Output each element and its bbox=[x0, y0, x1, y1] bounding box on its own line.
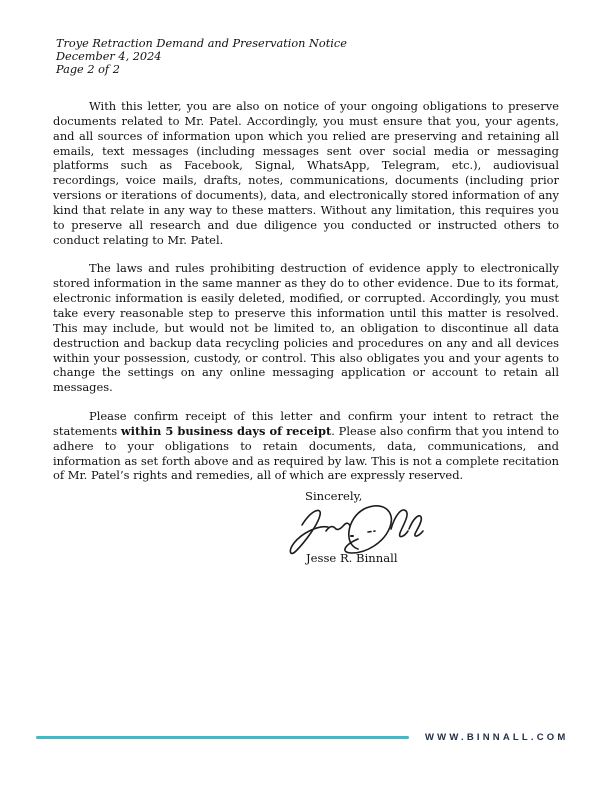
deadline-phrase: within 5 business days of receipt bbox=[120, 423, 332, 438]
paragraph-preservation-obligations: With this letter, you are also on notice of your ongoing obligations to preserve documents related to Mr. Patel. Accordingly, you must ensure that you, your agents, and all sources of information upon which you relied are preserving and retaining all emails, text messages (including messages sent over social media or messaging platforms such as Facebook, Signal, WhatsApp, Telegram, etc.), audiovisual recordings, voice mails, drafts, notes, communications, documents (including prior versions or iterations of documents), data, and electronically stored information of any kind that relate in any way to these matters. Without any limitation, this requires you to preserve all research and due diligence you conducted or instructed others to conduct relating to Mr. Patel. bbox=[53, 99, 559, 247]
paragraph3-text-after: . Please also confirm that you intend to adhere to your obligations to retain documents, data, communications, and information as set forth above and as required by law. This is not a complete recitation of Mr. Patel’s rights and remedies, all of which are expressly reserved. bbox=[53, 423, 559, 483]
page-number: Page 2 of 2 bbox=[56, 62, 120, 76]
page-footer bbox=[0, 727, 612, 747]
footer-website: WWW.BINNALL.COM bbox=[425, 731, 569, 743]
footer-accent-rule bbox=[36, 736, 409, 739]
paragraph3-text-before: Please confirm receipt of this letter and confirm your intent to retract the statements bbox=[53, 409, 559, 438]
paragraph-confirm-receipt bbox=[53, 409, 559, 483]
signature-image bbox=[288, 501, 428, 557]
paragraph-evidence-destruction: The laws and rules prohibiting destruction of evidence apply to electronically stored information in the same manner as they do to other evidence. Due to its format, electronic information is easily deleted, modified, or corrupted. Accordingly, you must take every reasonable step to preserve this information until this matter is resolved. This may include, but would not be limited to, an obligation to discontinue all data destruction and backup data recycling policies and procedures on any and all devices within your possession, custody, or control. This also obligates you and your agents to change the settings on any online messaging application or account to retain all messages. bbox=[53, 261, 559, 395]
letter-body bbox=[53, 99, 559, 497]
letter-date: December 4, 2024 bbox=[56, 49, 162, 63]
handwritten-signature-icon bbox=[288, 501, 428, 557]
letter-header bbox=[56, 38, 347, 76]
letter-title: Troye Retraction Demand and Preservation Notice bbox=[56, 37, 347, 50]
signer-name: Jesse R. Binnall bbox=[306, 551, 398, 565]
salutation: Sincerely, bbox=[305, 489, 363, 503]
